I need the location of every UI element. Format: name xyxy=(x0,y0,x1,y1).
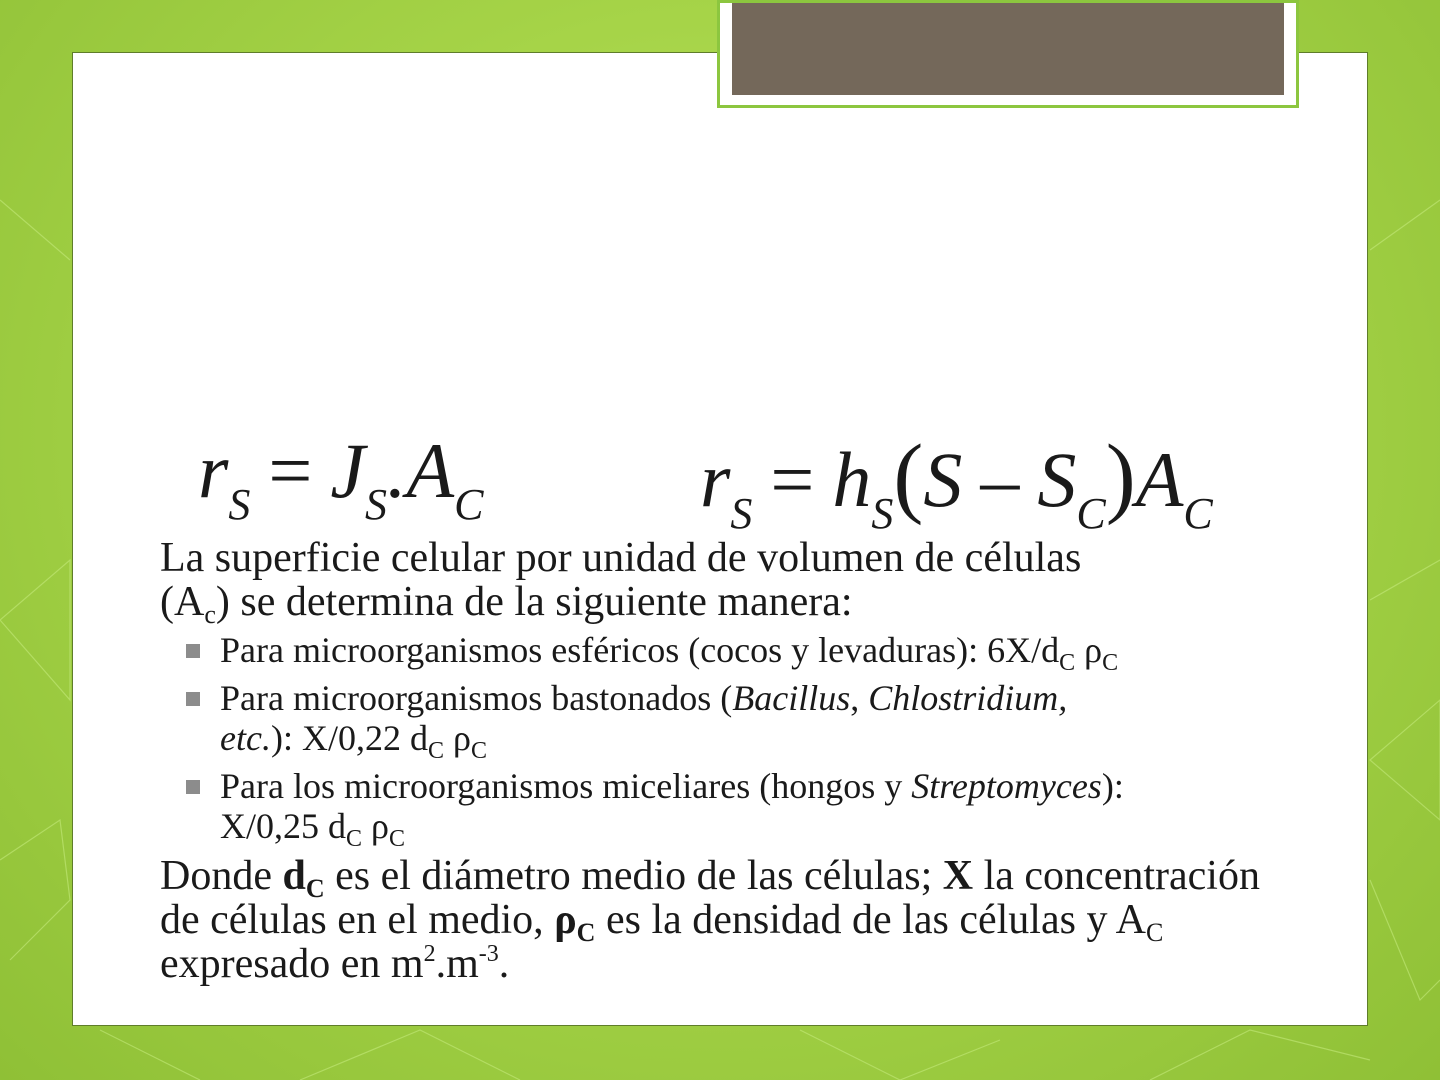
bullet-2-comma: , xyxy=(850,678,869,718)
closing-t5: expresado en m xyxy=(160,941,424,987)
bullet-1-text: Para microorganismos esféricos (cocos y levaduras): 6X/d xyxy=(220,630,1060,670)
formula-2-h: h xyxy=(832,436,872,523)
formula-1-equals: = xyxy=(268,427,313,514)
closing-paragraph xyxy=(160,854,1280,986)
bullet-1-rho: ρ xyxy=(1075,630,1103,670)
formula-1-a: A xyxy=(406,427,455,514)
closing-t7: . xyxy=(498,941,510,987)
formula-2-close-paren: ) xyxy=(1105,427,1136,526)
formula-2-h-sub: S xyxy=(871,489,894,538)
formula-2-lhs-sub: S xyxy=(730,489,753,538)
bullet-mycelial xyxy=(160,766,1280,852)
bullet-rod-shaped xyxy=(160,678,1280,764)
formula-mass-transfer-rate xyxy=(700,427,1213,538)
bullet-3-streptomyces: Streptomyces xyxy=(911,766,1102,806)
closing-t1: Donde xyxy=(160,853,283,899)
formula-1-dot: . xyxy=(386,427,407,514)
closing-t2: es el diámetro medio de las células; xyxy=(324,853,943,899)
intro-line-1: La superficie celular por unidad de volumen de células xyxy=(160,535,1082,581)
formula-2-s2: S xyxy=(1037,436,1077,523)
formula-2-equals: = xyxy=(770,436,815,523)
formula-2-a: A xyxy=(1135,436,1184,523)
formula-2-a-sub: C xyxy=(1183,489,1213,538)
formula-2-s: S xyxy=(923,436,963,523)
intro-paragraph xyxy=(160,535,1280,629)
formula-1-j: J xyxy=(330,427,365,514)
bullet-spherical xyxy=(160,630,1280,676)
formula-1-j-sub: S xyxy=(364,480,387,529)
bullet-1-sub-2: C xyxy=(1102,650,1119,676)
formula-flux-rate xyxy=(198,427,484,529)
bullet-2-chlostridium: Chlostridium, xyxy=(868,678,1068,718)
bullet-2-etc: etc. xyxy=(220,718,271,758)
formula-1-a-sub: C xyxy=(454,480,484,529)
formula-1-lhs: r xyxy=(198,427,229,514)
intro-line-2: ) se determina de la siguiente manera: xyxy=(215,579,853,625)
intro-ac-sub: c xyxy=(204,600,216,629)
bullet-2-text-b: ): X/0,22 d xyxy=(270,718,428,758)
closing-t4: es la densidad de las células y A xyxy=(595,897,1146,943)
closing-t6: .m xyxy=(435,941,479,987)
formula-2-open-paren: ( xyxy=(893,427,924,526)
square-bullet-icon xyxy=(186,780,200,794)
bullet-2-rho: ρ xyxy=(443,718,471,758)
closing-sup-2: -3 xyxy=(478,941,499,967)
bullet-3-text-b: ): xyxy=(1101,766,1124,806)
square-bullet-icon xyxy=(186,644,200,658)
formula-2-lhs: r xyxy=(700,436,731,523)
closing-x: X xyxy=(942,853,974,899)
bullet-2-sub-1: C xyxy=(427,738,444,764)
formula-2-s2-sub: C xyxy=(1076,489,1106,538)
bullet-2-text-a: Para microorganismos bastonados ( xyxy=(220,678,733,718)
closing-t3: la concentración de células en el medio, xyxy=(160,853,1260,943)
bullet-3-text-c: X/0,25 d xyxy=(220,806,346,846)
closing-sup-1: 2 xyxy=(423,941,436,967)
square-bullet-icon xyxy=(186,692,200,706)
bullet-3-rho: ρ xyxy=(362,806,389,846)
bullet-3-sub-2: C xyxy=(388,826,405,852)
closing-rho-sub: C xyxy=(576,918,596,947)
bullet-2-sub-2: C xyxy=(470,738,487,764)
intro-ac-open: (A xyxy=(160,579,205,625)
slide-body xyxy=(160,536,1280,986)
bullet-1-sub-1: C xyxy=(1059,650,1076,676)
closing-ac-sub: C xyxy=(1145,918,1164,947)
closing-rho: ρ xyxy=(554,897,577,943)
closing-dc-sub: C xyxy=(305,874,325,903)
bullet-list xyxy=(160,630,1280,852)
title-box-fill xyxy=(732,3,1284,95)
formula-2-minus: – xyxy=(980,436,1020,523)
bullet-3-sub-1: C xyxy=(346,826,363,852)
closing-dc: d xyxy=(282,853,306,899)
formula-1-lhs-sub: S xyxy=(228,480,251,529)
bullet-3-text-a: Para los microorganismos miceliares (hongos y xyxy=(220,766,912,806)
bullet-2-bacillus: Bacillus xyxy=(732,678,851,718)
title-box xyxy=(717,0,1299,108)
